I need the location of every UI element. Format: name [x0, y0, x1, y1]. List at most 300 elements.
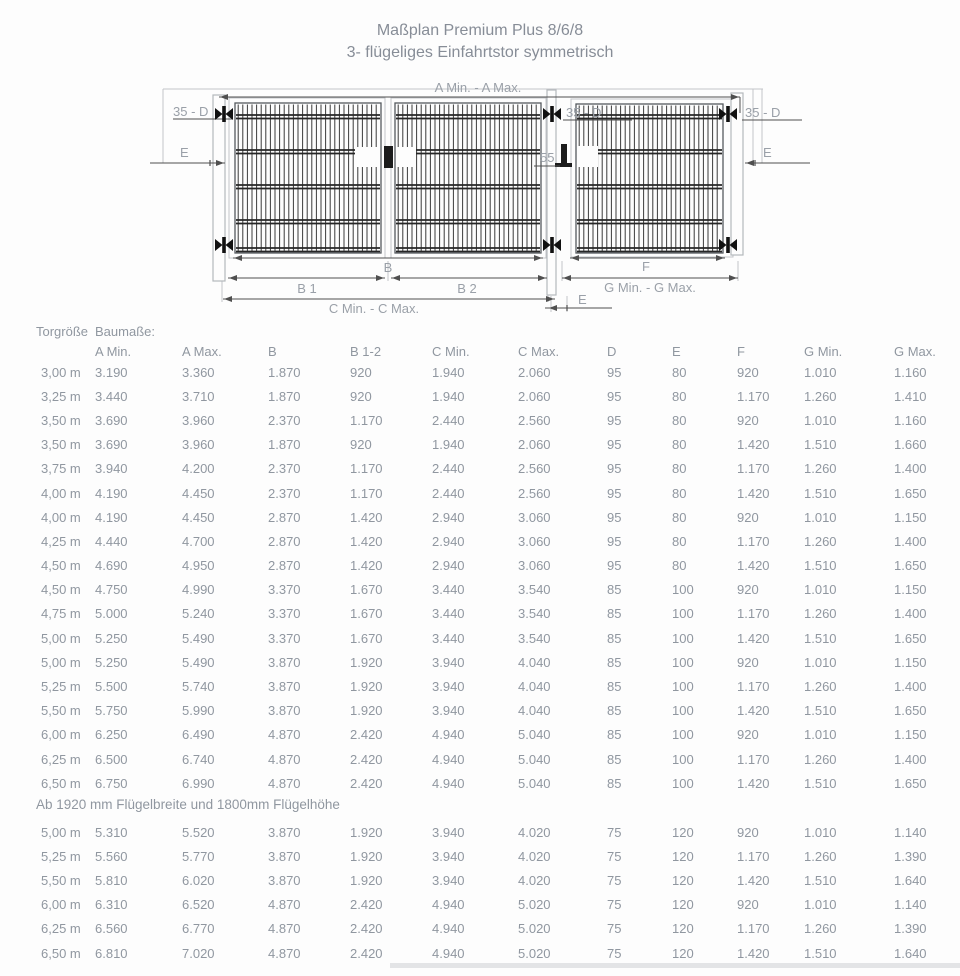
dim-cell: 1.420 [350, 558, 383, 574]
dim-cell: 2.940 [432, 509, 465, 525]
dim-label-b1: B 1 [297, 281, 317, 296]
dim-cell: 4.040 [518, 703, 551, 719]
dim-cell: 5.020 [518, 945, 551, 961]
table-row [36, 844, 960, 868]
column-header: A Max. [182, 343, 222, 359]
dim-cell: 4.450 [182, 485, 215, 501]
dim-cell: 95 [607, 461, 622, 477]
dim-cell: 4.940 [432, 945, 465, 961]
dim-cell: 4.940 [432, 897, 465, 913]
gate-size-cell: 5,00 m [41, 654, 81, 670]
dim-cell: 1.260 [804, 921, 837, 937]
dim-cell: 2.940 [432, 558, 465, 574]
dim-cell: 1.640 [894, 945, 927, 961]
dim-cell: 5.000 [95, 606, 128, 622]
gate-size-cell: 5,50 m [41, 703, 81, 719]
dim-cell: 4.870 [268, 945, 301, 961]
dim-cell: 2.060 [518, 388, 551, 404]
dim-cell: 3.440 [432, 606, 465, 622]
gate-size-cell: 4,50 m [41, 558, 81, 574]
dim-cell: 4.200 [182, 461, 215, 477]
dim-cell: 5.750 [95, 703, 128, 719]
dim-cell: 4.940 [432, 775, 465, 791]
dim-cell: 2.870 [268, 509, 301, 525]
dim-cell: 1.420 [737, 437, 770, 453]
dim-cell: 920 [737, 582, 759, 598]
dim-cell: 100 [672, 582, 694, 598]
dim-cell: 1.670 [350, 582, 383, 598]
dim-cell: 1.160 [894, 412, 927, 428]
dim-cell: 3.690 [95, 437, 128, 453]
table-row [36, 360, 960, 384]
dim-cell: 4.940 [432, 727, 465, 743]
dim-cell: 1.510 [804, 703, 837, 719]
dim-cell: 2.370 [268, 461, 301, 477]
gate-leaf-mesh [236, 105, 380, 252]
page-subtitle: 3- flügeliges Einfahrtstor symmetrisch [346, 44, 614, 61]
gate-size-cell: 5,00 m [41, 824, 81, 840]
table-row [36, 602, 960, 626]
gate-size-cell: 4,00 m [41, 485, 81, 501]
dim-cell: 1.870 [268, 364, 301, 380]
dim-cell: 1.150 [894, 582, 927, 598]
gate-posts [213, 90, 743, 295]
dim-cell: 3.940 [432, 703, 465, 719]
column-header: D [607, 343, 617, 359]
column-header: B [268, 343, 277, 359]
dim-cell: 3.440 [95, 388, 128, 404]
table-section-2 [36, 820, 960, 965]
dim-cell: 120 [672, 872, 694, 888]
dim-cell: 5.490 [182, 630, 215, 646]
dim-cell: 95 [607, 533, 622, 549]
dim-cell: 1.170 [737, 751, 770, 767]
dim-cell: 4.750 [95, 582, 128, 598]
dim-cell: 1.150 [894, 509, 927, 525]
dim-cell: 75 [607, 921, 622, 937]
dim-cell: 95 [607, 485, 622, 501]
dim-cell: 2.940 [432, 533, 465, 549]
dim-cell: 3.190 [95, 364, 128, 380]
dim-cell: 1.150 [894, 654, 927, 670]
dim-cell: 85 [607, 582, 622, 598]
dim-cell: 3.940 [432, 679, 465, 695]
dim-label-e-left: E [180, 145, 189, 160]
dim-cell: 75 [607, 945, 622, 961]
dim-cell: 1.170 [350, 485, 383, 501]
dim-cell: 80 [672, 558, 687, 574]
table-row [36, 771, 960, 795]
dim-cell: 1.010 [804, 509, 837, 525]
dim-cell: 6.520 [182, 897, 215, 913]
dim-cell: 3.940 [95, 461, 128, 477]
dim-cell: 2.370 [268, 412, 301, 428]
dim-label-a: A Min. - A Max. [434, 80, 522, 95]
gap-stopper [561, 144, 567, 165]
dim-cell: 4.690 [95, 558, 128, 574]
dim-cell: 95 [607, 364, 622, 380]
dim-cell: 2.870 [268, 533, 301, 549]
dim-cell: 80 [672, 509, 687, 525]
gate-size-cell: 4,25 m [41, 533, 81, 549]
dim-cell: 4.870 [268, 897, 301, 913]
dim-cell: 4.450 [182, 509, 215, 525]
dim-cell: 1.140 [894, 897, 927, 913]
dim-cell: 100 [672, 775, 694, 791]
table-row [36, 723, 960, 747]
dim-cell: 1.170 [737, 679, 770, 695]
column-header: G Max. [894, 343, 936, 359]
dim-cell: 920 [737, 509, 759, 525]
dim-cell: 1.420 [737, 945, 770, 961]
table-row [36, 505, 960, 529]
dim-cell: 3.940 [432, 654, 465, 670]
dim-cell: 85 [607, 606, 622, 622]
dim-cell: 6.310 [95, 897, 128, 913]
dim-cell: 85 [607, 703, 622, 719]
dim-cell: 4.020 [518, 824, 551, 840]
dim-cell: 920 [350, 364, 372, 380]
dim-cell: 100 [672, 703, 694, 719]
dim-cell: 1.400 [894, 606, 927, 622]
table-row [36, 650, 960, 674]
dim-cell: 6.490 [182, 727, 215, 743]
dim-cell: 1.940 [432, 437, 465, 453]
dim-cell: 100 [672, 606, 694, 622]
dim-cell: 1.510 [804, 630, 837, 646]
dim-cell: 75 [607, 897, 622, 913]
dim-cell: 1.010 [804, 364, 837, 380]
dim-label-f: F [642, 259, 650, 274]
dim-cell: 1.510 [804, 945, 837, 961]
dim-cell: 3.710 [182, 388, 215, 404]
dim-cell: 1.640 [894, 872, 927, 888]
dim-cell: 2.420 [350, 945, 383, 961]
dim-cell: 1.870 [268, 388, 301, 404]
gate-size-cell: 5,25 m [41, 679, 81, 695]
dim-cell: 120 [672, 848, 694, 864]
dim-cell: 920 [737, 412, 759, 428]
dim-cell: 5.520 [182, 824, 215, 840]
dim-label-d-mid: 35 - D [566, 105, 602, 120]
dim-label-e-bottom: E [578, 292, 587, 307]
gate-size-cell: 3,50 m [41, 412, 81, 428]
dim-cell: 1.170 [737, 461, 770, 477]
dim-cell: 3.060 [518, 558, 551, 574]
dim-cell: 1.920 [350, 872, 383, 888]
gate-size-cell: 6,00 m [41, 727, 81, 743]
gate-size-cell: 3,00 m [41, 364, 81, 380]
gate-size-cell: 6,50 m [41, 945, 81, 961]
dim-cell: 2.370 [268, 485, 301, 501]
left-post [213, 95, 225, 281]
gate-mesh-panels [236, 105, 722, 252]
dim-cell: 5.490 [182, 654, 215, 670]
dim-cell: 4.700 [182, 533, 215, 549]
gate-size-cell: 4,50 m [41, 582, 81, 598]
dim-cell: 85 [607, 775, 622, 791]
dim-cell: 100 [672, 679, 694, 695]
dim-cell: 3.060 [518, 509, 551, 525]
table-row [36, 917, 960, 941]
gate-leaf-mesh [577, 106, 722, 252]
dim-cell: 1.400 [894, 461, 927, 477]
dim-cell: 1.510 [804, 558, 837, 574]
dim-cell: 1.400 [894, 533, 927, 549]
dim-cell: 5.810 [95, 872, 128, 888]
table-header-row-2 [36, 342, 960, 360]
dim-cell: 3.940 [432, 872, 465, 888]
dim-cell: 920 [737, 727, 759, 743]
group-header: Baumaße: [95, 323, 155, 339]
table-row [36, 941, 960, 965]
dim-cell: 2.440 [432, 485, 465, 501]
dim-cell: 4.190 [95, 509, 128, 525]
dim-label-g: G Min. - G Max. [604, 280, 696, 295]
dim-cell: 2.440 [432, 461, 465, 477]
dim-cell: 5.040 [518, 727, 551, 743]
dim-cell: 80 [672, 437, 687, 453]
dim-cell: 2.870 [268, 558, 301, 574]
dim-cell: 120 [672, 897, 694, 913]
dim-cell: 1.170 [737, 533, 770, 549]
dim-cell: 5.240 [182, 606, 215, 622]
table-row [36, 481, 960, 505]
column-header: B 1-2 [350, 343, 382, 359]
dim-cell: 1.510 [804, 872, 837, 888]
dim-cell: 4.040 [518, 654, 551, 670]
gate-size-cell: 3,50 m [41, 437, 81, 453]
column-header: E [672, 343, 681, 359]
gate-leaf-frames [235, 103, 723, 253]
table-note: Ab 1920 mm Flügelbreite und 1800mm Flügelhöhe [36, 797, 340, 812]
dim-cell: 1.010 [804, 727, 837, 743]
gate-size-cell: 6,50 m [41, 775, 81, 791]
dim-cell: 1.660 [894, 437, 927, 453]
dim-cell: 3.960 [182, 437, 215, 453]
dim-cell: 3.360 [182, 364, 215, 380]
dim-cell: 3.440 [432, 582, 465, 598]
dim-cell: 3.960 [182, 412, 215, 428]
dim-cell: 5.250 [95, 630, 128, 646]
dim-cell: 920 [350, 437, 372, 453]
dim-cell: 1.170 [737, 921, 770, 937]
table-row [36, 893, 960, 917]
dim-cell: 4.870 [268, 727, 301, 743]
dim-cell: 1.260 [804, 388, 837, 404]
dim-cell: 3.870 [268, 848, 301, 864]
dim-cell: 4.940 [432, 921, 465, 937]
dim-label-b2: B 2 [457, 281, 477, 296]
dim-cell: 85 [607, 751, 622, 767]
dim-cell: 2.420 [350, 775, 383, 791]
dim-cell: 4.950 [182, 558, 215, 574]
dim-cell: 75 [607, 872, 622, 888]
dim-cell: 6.750 [95, 775, 128, 791]
dim-cell: 920 [737, 364, 759, 380]
dim-cell: 1.260 [804, 533, 837, 549]
dim-cell: 5.040 [518, 775, 551, 791]
dim-cell: 4.870 [268, 775, 301, 791]
dim-cell: 3.370 [268, 582, 301, 598]
dim-cell: 95 [607, 509, 622, 525]
dim-cell: 6.990 [182, 775, 215, 791]
gate-size-cell: 6,25 m [41, 751, 81, 767]
dim-cell: 85 [607, 630, 622, 646]
table-row [36, 457, 960, 481]
gate-size-cell: 5,00 m [41, 630, 81, 646]
dim-cell: 1.510 [804, 437, 837, 453]
dim-cell: 2.060 [518, 364, 551, 380]
dim-cell: 85 [607, 654, 622, 670]
table-header-row-1 [36, 322, 960, 340]
gate-size-cell: 3,25 m [41, 388, 81, 404]
dim-cell: 1.420 [737, 630, 770, 646]
dim-cell: 3.440 [432, 630, 465, 646]
column-header: G Min. [804, 343, 843, 359]
dim-cell: 1.940 [432, 364, 465, 380]
dim-cell: 1.170 [350, 412, 383, 428]
dim-cell: 1.010 [804, 654, 837, 670]
gate-size-cell: 5,50 m [41, 872, 81, 888]
dim-cell: 1.920 [350, 679, 383, 695]
dim-cell: 1.420 [737, 775, 770, 791]
dim-cell: 120 [672, 945, 694, 961]
dim-cell: 4.870 [268, 921, 301, 937]
dim-cell: 2.560 [518, 461, 551, 477]
dim-cell: 4.190 [95, 485, 128, 501]
dim-cell: 6.250 [95, 727, 128, 743]
dim-cell: 85 [607, 727, 622, 743]
dim-cell: 920 [737, 654, 759, 670]
dim-cell: 920 [737, 897, 759, 913]
dim-cell: 920 [737, 824, 759, 840]
dim-cell: 5.250 [95, 654, 128, 670]
dim-cell: 95 [607, 412, 622, 428]
dim-cell: 100 [672, 630, 694, 646]
table-row [36, 578, 960, 602]
dim-cell: 100 [672, 654, 694, 670]
dim-cell: 80 [672, 388, 687, 404]
dim-cell: 2.420 [350, 897, 383, 913]
dim-cell: 3.060 [518, 533, 551, 549]
gate-leaf-3-outer-frame [571, 99, 733, 257]
dim-cell: 3.870 [268, 872, 301, 888]
dim-cell: 2.560 [518, 485, 551, 501]
dim-cell: 120 [672, 824, 694, 840]
dim-cell: 120 [672, 921, 694, 937]
dim-cell: 7.020 [182, 945, 215, 961]
dim-cell: 1.650 [894, 703, 927, 719]
gate-size-cell: 6,00 m [41, 897, 81, 913]
table-row [36, 626, 960, 650]
dim-cell: 1.170 [737, 848, 770, 864]
dim-cell: 2.440 [432, 412, 465, 428]
dim-cell: 5.770 [182, 848, 215, 864]
dim-cell: 3.940 [432, 824, 465, 840]
dim-cell: 100 [672, 727, 694, 743]
dim-cell: 1.170 [737, 388, 770, 404]
col1-header: Torgröße [36, 323, 89, 339]
dim-cell: 1.260 [804, 679, 837, 695]
dim-cell: 75 [607, 824, 622, 840]
dim-cell: 80 [672, 533, 687, 549]
dim-cell: 5.020 [518, 897, 551, 913]
dim-cell: 4.990 [182, 582, 215, 598]
dim-cell: 1.390 [894, 921, 927, 937]
dim-label-d-left: 35 - D [173, 104, 209, 119]
dim-cell: 1.920 [350, 848, 383, 864]
dim-cell: 1.940 [432, 388, 465, 404]
dimension-lines [150, 94, 810, 311]
column-header: F [737, 343, 745, 359]
dim-cell: 1.920 [350, 703, 383, 719]
dim-cell: 80 [672, 364, 687, 380]
column-header: A Min. [95, 343, 132, 359]
dim-cell: 1.170 [737, 606, 770, 622]
dim-cell: 1.650 [894, 775, 927, 791]
dim-cell: 1.420 [350, 533, 383, 549]
dim-cell: 4.020 [518, 872, 551, 888]
dim-cell: 2.420 [350, 751, 383, 767]
dim-cell: 95 [607, 558, 622, 574]
dim-cell: 4.020 [518, 848, 551, 864]
dim-cell: 6.810 [95, 945, 128, 961]
column-header: C Min. [432, 343, 470, 359]
dim-cell: 5.020 [518, 921, 551, 937]
dim-cell: 4.440 [95, 533, 128, 549]
dim-cell: 6.770 [182, 921, 215, 937]
dim-cell: 85 [607, 679, 622, 695]
gate-diagram [0, 0, 960, 330]
table-row [36, 747, 960, 771]
dim-label-d-right: 35 - D [745, 105, 781, 120]
dim-cell: 1.420 [737, 558, 770, 574]
dim-cell: 1.260 [804, 461, 837, 477]
dim-cell: 1.010 [804, 897, 837, 913]
table-row [36, 554, 960, 578]
dim-cell: 4.940 [432, 751, 465, 767]
table-row [36, 674, 960, 698]
dim-cell: 1.670 [350, 630, 383, 646]
dim-cell: 1.170 [350, 461, 383, 477]
dim-cell: 1.670 [350, 606, 383, 622]
dim-label-c: C Min. - C Max. [328, 301, 420, 316]
dim-cell: 5.560 [95, 848, 128, 864]
table-row [36, 529, 960, 553]
dim-cell: 75 [607, 848, 622, 864]
gate-leaf-mesh [396, 105, 540, 252]
dim-cell: 5.500 [95, 679, 128, 695]
table-row [36, 433, 960, 457]
dim-cell: 1.010 [804, 824, 837, 840]
dim-cell: 1.650 [894, 558, 927, 574]
dim-cell: 1.150 [894, 727, 927, 743]
dim-cell: 2.420 [350, 921, 383, 937]
dim-cell: 3.870 [268, 824, 301, 840]
table-row [36, 868, 960, 892]
dim-cell: 4.870 [268, 751, 301, 767]
table-row [36, 820, 960, 844]
dim-cell: 3.370 [268, 630, 301, 646]
center-latch [384, 146, 393, 168]
table-row [36, 699, 960, 723]
dim-cell: 80 [672, 412, 687, 428]
dim-cell: 1.420 [737, 872, 770, 888]
dim-cell: 1.420 [737, 485, 770, 501]
dim-cell: 2.560 [518, 412, 551, 428]
dim-cell: 5.990 [182, 703, 215, 719]
